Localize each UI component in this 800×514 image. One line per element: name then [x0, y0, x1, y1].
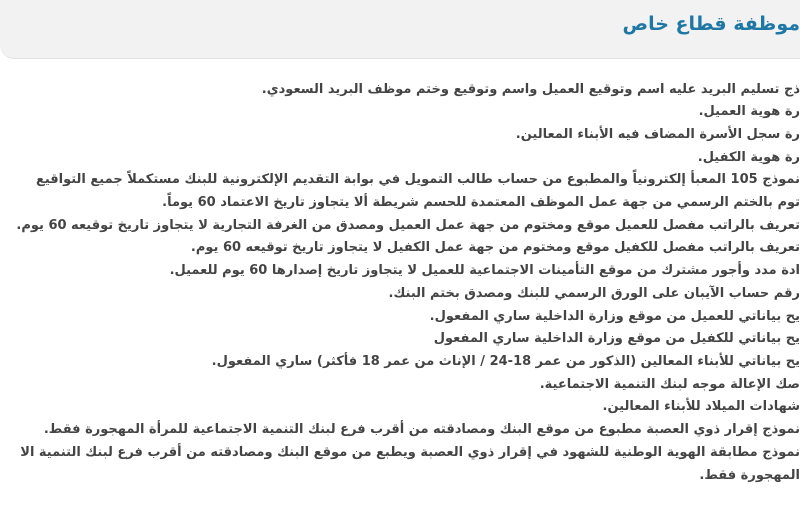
list-item: شهادات الميلاد للأبناء المعالين.	[602, 399, 800, 414]
list-item: صك الإعالة موجه لبنك التنمية الاجتماعية.	[539, 377, 800, 392]
list-item: رة سجل الأسرة المضاف فيه الأبناء المعالين.	[515, 127, 800, 142]
list-item: نموذج مطابقة الهوية الوطنية للشهود في إقرار ذوي العصبة ويطبع من موقع البنك ومصادقته من أقرب فرع لبنك التنمية الا	[20, 445, 800, 460]
section-title: موظفة قطاع خاص	[622, 13, 800, 35]
list-item: تعريف بالراتب مفصل للكفيل موقع ومختوم من جهة عمل الكفيل لا يتجاوز تاريخ توقيعه 60 يوم.	[190, 240, 800, 255]
list-item: ادة مدد وأجور مشترك من موقع التأمينات الاجتماعية للعميل لا يتجاوز تاريخ إصدارها 60 يوم للعميل.	[169, 263, 800, 278]
list-item: رقم حساب الآيبان على الورق الرسمي للبنك ومصدق بختم البنك.	[388, 286, 800, 301]
list-item: نموذج 105 المعبأ إلكترونياً والمطبوع من حساب طالب التمويل في بوابة التقديم الإلكترونية للبنك مستكملاً جميع التواقيع	[35, 172, 800, 187]
list-item: يح بياناتي للعميل من موقع وزارة الداخلية ساري المفعول.	[429, 309, 800, 324]
list-item: رة هوية العميل.	[698, 104, 800, 119]
list-item: تعريف بالراتب مفصل للعميل موقع ومختوم من جهة عمل العميل ومصدق من الغرفة التجارية لا يتجاوز تاريخ توقيعه 60 يوم.	[16, 218, 800, 233]
list-item: يح بياناتي للأبناء المعالين (الذكور من عمر 18-24 / الإناث من عمر 18 فأكثر) ساري المفعول.	[211, 354, 800, 369]
list-item: المهجورة فقط.	[699, 468, 800, 483]
list-item: رة هوية الكفيل.	[697, 150, 800, 165]
list-item: يح بياناتي للكفيل من موقع وزارة الداخلية ساري المفعول	[433, 331, 800, 346]
list-item: ذج تسليم البريد عليه اسم وتوقيع العميل واسم وتوقيع وختم موظف البريد السعودي.	[261, 82, 800, 97]
list-item: توم بالختم الرسمي من جهة عمل الموظف المعتمدة للحسم شريطة ألا يتجاوز تاريخ الاعتماد 60 يوماً.	[162, 195, 800, 210]
list-item: نموذج إقرار ذوي العصبة مطبوع من موقع البنك ومصادقته من أقرب فرع لبنك التنمية الاجتماعية للمرأة المهجورة فقط.	[43, 422, 800, 437]
